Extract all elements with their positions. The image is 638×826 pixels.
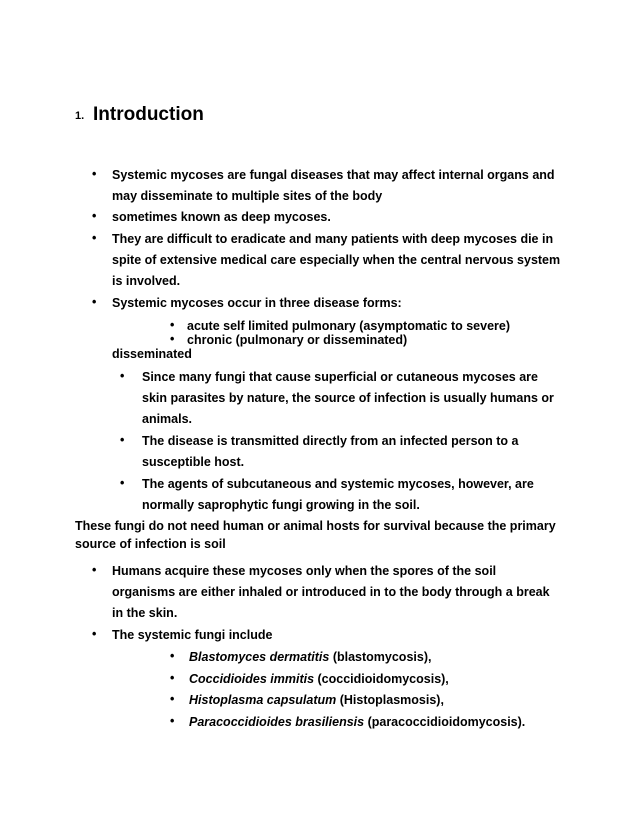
list-item-line: organisms are either inhaled or introduced in to the body through a break	[112, 585, 550, 599]
page-title: Introduction	[93, 104, 204, 125]
bullet-marker: •	[92, 627, 97, 641]
bullet-marker: •	[120, 369, 125, 383]
bullet-marker: •	[170, 318, 175, 332]
heading-number: 1.	[75, 110, 85, 122]
paragraph-line: source of infection is soil	[75, 537, 226, 551]
bullet-marker: •	[92, 295, 97, 309]
list-item-line: normally saprophytic fungi growing in the soil.	[142, 498, 420, 512]
disease-form-item: chronic (pulmonary or disseminated)	[187, 333, 408, 347]
bullet-marker: •	[92, 563, 97, 577]
list-item-line: Humans acquire these mycoses only when the spores of the soil	[112, 564, 497, 578]
species-name: Paracoccidioides brasiliensis	[189, 715, 365, 729]
list-item-line: may disseminate to multiple sites of the body	[112, 189, 383, 203]
fungus-item	[189, 671, 449, 687]
list-item-line: Since many fungi that cause superficial or cutaneous mycoses are	[142, 370, 538, 384]
list-item-line: The disease is transmitted directly from an infected person to a	[142, 434, 519, 448]
bullet-marker: •	[92, 167, 97, 181]
disease-name: (blastomycosis),	[329, 650, 432, 664]
bullet-marker: •	[120, 476, 125, 490]
list-item-line: animals.	[142, 412, 193, 426]
disease-name: (coccidioidomycosis),	[314, 672, 449, 686]
disease-form-item: disseminated	[112, 347, 192, 361]
list-item-line: They are difficult to eradicate and many patients with deep mycoses die in	[112, 232, 554, 246]
disease-name: (Histoplasmosis),	[336, 693, 444, 707]
species-name: Blastomyces dermatitis	[189, 650, 330, 664]
species-name: Histoplasma capsulatum	[189, 693, 337, 707]
list-item-line: skin parasites by nature, the source of infection is usually humans or	[142, 391, 554, 405]
bullet-marker: •	[170, 714, 175, 728]
fungus-item	[189, 692, 444, 708]
bullet-marker: •	[170, 692, 175, 706]
list-item-line: spite of extensive medical care especially when the central nervous system	[112, 253, 561, 267]
fungus-item	[189, 714, 525, 730]
list-item-line: susceptible host.	[142, 455, 245, 469]
list-item-line: The agents of subcutaneous and systemic mycoses, however, are	[142, 477, 534, 491]
bullet-marker: •	[92, 209, 97, 223]
list-item-line: The systemic fungi include	[112, 628, 273, 642]
list-item-line: Systemic mycoses are fungal diseases that may affect internal organs and	[112, 168, 555, 182]
bullet-marker: •	[120, 433, 125, 447]
bullet-marker: •	[170, 671, 175, 685]
fungus-item	[189, 649, 431, 665]
disease-form-item: acute self limited pulmonary (asymptomatic to severe)	[187, 319, 511, 333]
bullet-marker: •	[170, 649, 175, 663]
list-item-line: is involved.	[112, 274, 181, 288]
list-item-line: sometimes known as deep mycoses.	[112, 210, 331, 224]
list-item-line: in the skin.	[112, 606, 178, 620]
bullet-marker: •	[92, 231, 97, 245]
disease-name: (paracoccidioidomycosis).	[364, 715, 526, 729]
bullet-marker: •	[170, 332, 175, 346]
list-item-line: Systemic mycoses occur in three disease forms:	[112, 296, 402, 310]
paragraph-line: These fungi do not need human or animal hosts for survival because the primary	[75, 519, 556, 533]
species-name: Coccidioides immitis	[189, 672, 315, 686]
